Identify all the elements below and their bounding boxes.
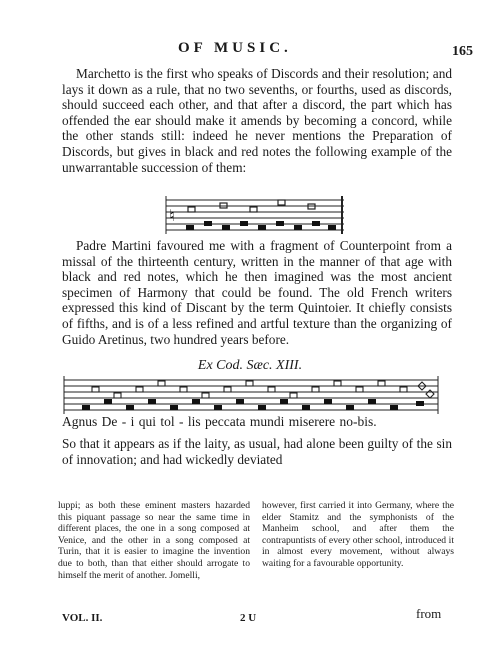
footnote-right-column: however, first carried it into Germany, where the elder Stamitz and the symphonists of the Manheim school, and after them the contrapuntists of every other school, introduced it in almost every movement, without always waiting for a favourable opportunity. — [262, 500, 454, 569]
paragraph-continuation: So that it appears as if the laity, as usual, had alone been guilty of the sin of innovation; and had wickedly deviated — [62, 436, 452, 467]
music-example-counterpoint — [62, 372, 442, 416]
running-head: OF MUSIC. — [178, 40, 292, 56]
footnotes — [58, 500, 454, 581]
svg-text:♮: ♮ — [169, 206, 175, 225]
footnote-left-column: luppi; as both these eminent masters hazarded this piquant passage so near the same time in different places, the one in a song composed at Venice, and the other in a song composed at Turin, that it is easier to imagine the invention due to both, than that either should arrogate to himself the merit of another. Jomelli, — [58, 500, 250, 581]
music-example-discords — [160, 194, 350, 238]
page-number: 165 — [452, 44, 473, 59]
lyric-text: Agnus De - i qui tol - lis peccata mundi miserere no-bis. — [62, 414, 377, 429]
paragraph-martini: Padre Martini favoured me with a fragment of Counterpoint from a missal of the thirteenth century, written in the manner of that age with black and red notes, which he then imagined was the most ancient specimen of Harmony that could be found. The old French writers expressed this kind of Discant by the term Quintoier. It chiefly consists of fifths, and is of a less refined and artful texture than the organizing of Guido Aretinus, two hundred years before. — [62, 238, 452, 347]
example-caption: Ex Cod. Sæc. XIII. — [197, 358, 303, 373]
signature-mark: 2 U — [240, 612, 257, 624]
catchword: from — [416, 606, 442, 621]
paragraph-marchetto: Marchetto is the first who speaks of Discords and their resolution; and lays it down as a rule, that no two sevenths, or fourths, used as discords, should succeed each other, and that after a discord, the part which has offended the ear should make it amends by becoming a concord, while the other stands still: indeed he never mentions the Preparation of Discords, but gives in black and red notes the following example of the unwarrantable succession of them: — [62, 66, 452, 175]
volume-label: VOL. II. — [62, 612, 103, 624]
